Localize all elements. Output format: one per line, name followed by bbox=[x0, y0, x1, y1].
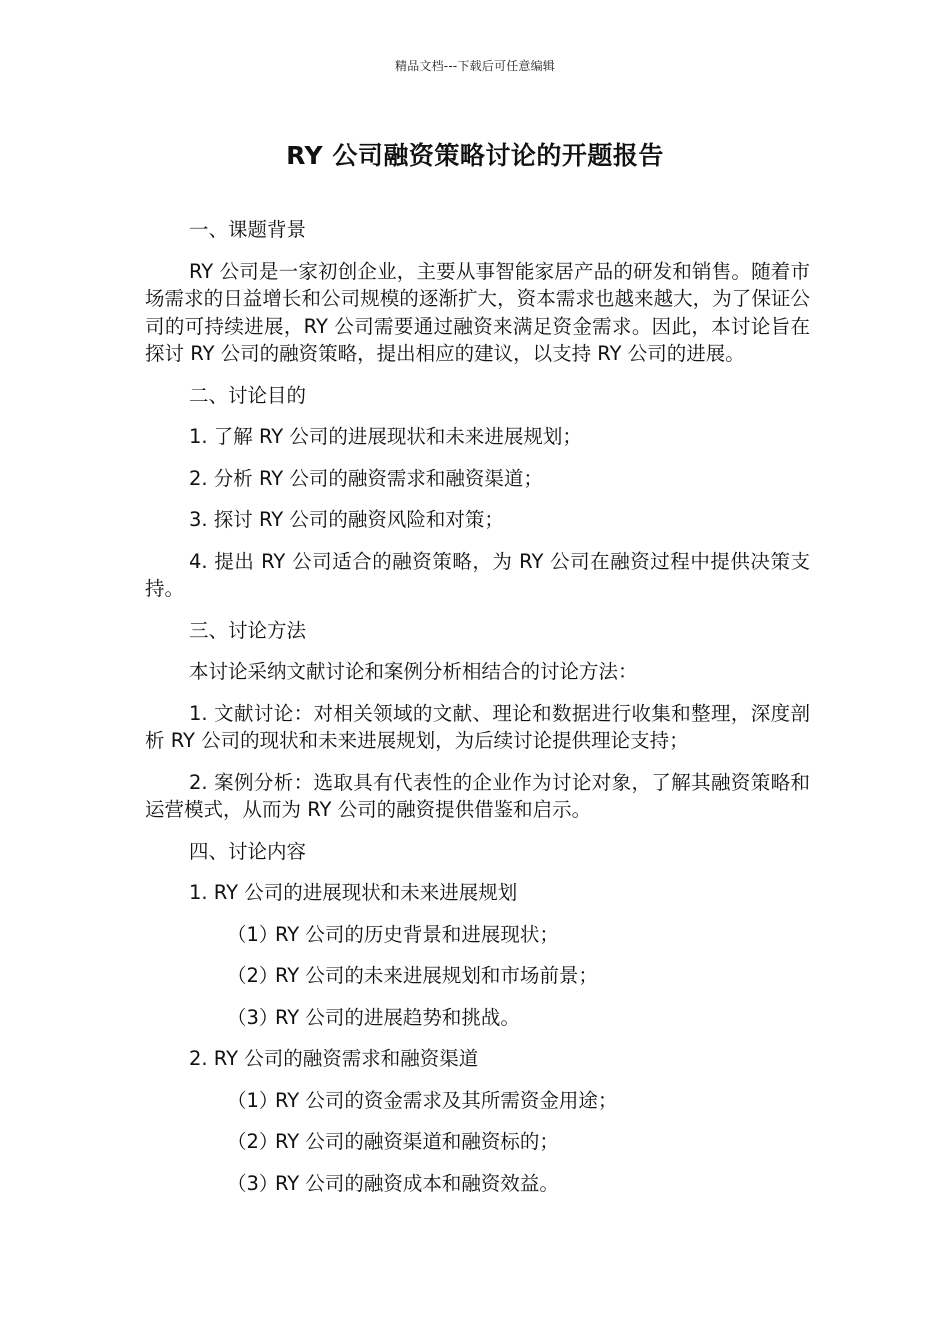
background-paragraph: RY 公司是一家初创企业，主要从事智能家居产品的研发和销售。随着市场需求的日益增长和公司规模的逐渐扩大，资本需求也越来越大，为了保证公司的可持续进展，RY 公司需要通过融资来满足资金需求。因此，本讨论旨在探讨 RY 公司的融资策略，提出相应的建议，以支持 RY 公司的进展。 bbox=[145, 259, 810, 365]
section-heading-background: 一、课题背景 bbox=[189, 218, 307, 241]
subitem-text: RY 公司的资金需求及其所需资金用途； bbox=[275, 1088, 618, 1112]
content-subitem bbox=[145, 1128, 810, 1156]
section-heading-method: 三、讨论方法 bbox=[189, 618, 307, 642]
subitem-number: （3） bbox=[227, 1171, 279, 1195]
purpose-item: 3. 探讨 RY 公司的融资风险和对策； bbox=[189, 508, 504, 531]
purpose-item: 2. 分析 RY 公司的融资需求和融资渠道； bbox=[189, 466, 543, 490]
content-subitem bbox=[145, 1087, 810, 1115]
subitem-text: RY 公司的融资渠道和融资标的； bbox=[275, 1130, 559, 1153]
subitem-text: RY 公司的融资成本和融资效益。 bbox=[275, 1171, 559, 1195]
method-item: 1. 文献讨论：对相关领域的文献、理论和数据进行收集和整理，深度剖析 RY 公司的现状和未来进展规划，为后续讨论提供理论支持； bbox=[145, 701, 810, 752]
document-title: RY 公司融资策略讨论的开题报告 bbox=[286, 141, 664, 170]
subitem-text: RY 公司的历史背景和进展现状； bbox=[275, 922, 559, 946]
subitem-number: （2） bbox=[227, 1130, 279, 1153]
content-group-heading: 2. RY 公司的融资需求和融资渠道 bbox=[189, 1047, 479, 1070]
content-subitem bbox=[145, 921, 810, 949]
content-subitem bbox=[145, 1004, 810, 1032]
content-subitem bbox=[145, 962, 810, 990]
subitem-text: RY 公司的未来进展规划和市场前景； bbox=[275, 964, 598, 987]
header-note: 精品文档---下载后可任意编辑 bbox=[395, 59, 555, 73]
section-heading-content: 四、讨论内容 bbox=[189, 839, 307, 863]
content-subitem bbox=[145, 1170, 810, 1198]
section-heading-purpose: 二、讨论目的 bbox=[189, 383, 307, 407]
subitem-number: （3） bbox=[227, 1005, 279, 1029]
purpose-item: 4. 提出 RY 公司适合的融资策略，为 RY 公司在融资过程中提供决策支持。 bbox=[145, 549, 810, 600]
content-group-heading: 1. RY 公司的进展现状和未来进展规划 bbox=[189, 881, 518, 904]
subitem-number: （1） bbox=[227, 922, 279, 946]
subitem-number: （1） bbox=[227, 1088, 279, 1112]
document-body bbox=[145, 216, 810, 1211]
purpose-item: 1. 了解 RY 公司的进展现状和未来进展规划； bbox=[189, 425, 582, 448]
method-item: 2. 案例分析：选取具有代表性的企业作为讨论对象，了解其融资策略和运营模式，从而为 RY 公司的融资提供借鉴和启示。 bbox=[145, 770, 810, 821]
method-intro: 本讨论采纳文献讨论和案例分析相结合的讨论方法： bbox=[189, 660, 638, 683]
subitem-number: （2） bbox=[227, 964, 279, 987]
subitem-text: RY 公司的进展趋势和挑战。 bbox=[275, 1005, 520, 1029]
